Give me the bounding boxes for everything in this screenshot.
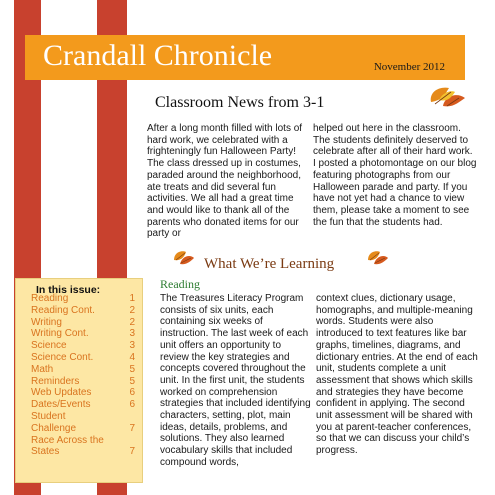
in-this-issue-sidebar [15,278,143,483]
autumn-leaves-icon [172,248,196,273]
issue-item-name: Web Updates [31,387,92,399]
issue-item-name: Science [31,340,67,352]
issue-item-name: Science Cont. [31,351,94,363]
autumn-leaves-icon [425,80,469,121]
issue-item-name: Student Challenge [31,410,77,434]
issue-item-name: Math [31,363,54,375]
classroom-news-column-2: helped out here in the classroom. The students definitely deserved to celebrate after all of their hard work. I posted a photomontage on our blog featuring photographs from our Halloween parade and party. If you have not yet had a chance to view them, please take a moment to see the fun that the students had. [313,123,477,228]
issue-list-item[interactable] [31,293,135,305]
issue-item-page: 7 [129,422,135,434]
issue-item-name: Reading Cont. [31,304,95,316]
issue-list-item[interactable] [31,387,135,399]
issue-item-page: 5 [129,375,135,387]
issue-list-item[interactable] [31,399,135,411]
issue-item-name: Reading [31,293,69,304]
issue-list-item[interactable] [31,376,135,388]
issue-item-page: 3 [129,328,135,340]
issue-list-item[interactable] [31,352,135,364]
classroom-news-heading: Classroom News from 3-1 [155,94,325,111]
classroom-news-column-1: After a long month filled with lots of hard work, we celebrated with a frighteningly fun Halloween Party! The class dressed up in costumes, paraded around the neighborhood, ate treats and did several fun activities. We all had a great time and would like to thank all of the parents who donated items for our party or [147,123,303,240]
issue-item-name: Dates/Events [31,399,91,411]
issue-item-page: 2 [129,304,135,316]
issue-list-item[interactable] [31,435,135,459]
autumn-leaves-icon [366,248,390,273]
issue-item-page: 6 [129,399,135,411]
reading-column-1: The Treasures Literacy Program consists of six units, each containing six weeks of instruction. The last week of each unit offers an opportunity to review the key strategies and concepts covered throughout the unit. In the first unit, the students worked on comprehension strategies that included identifying characters, setting, plot, main ideas, details, problems, and solutions. They also learned vocabulary skills that included compound words, [160,293,311,468]
issue-list-item[interactable] [31,328,135,340]
learning-heading: What We’re Learning [204,256,335,272]
issue-item-page: 4 [129,351,135,363]
issue-item-name: Reminders [31,375,80,387]
issue-item-page: 6 [129,387,135,399]
issue-list-item[interactable] [31,364,135,376]
newsletter-title: Crandall Chronicle [43,39,273,72]
issue-item-name: Writing Cont. [31,328,89,340]
issue-list-item[interactable] [31,340,135,352]
issue-item-page: 7 [129,446,135,458]
issue-list-item[interactable] [31,317,135,329]
issue-item-name: Race Across the States [31,434,104,458]
masthead-banner [25,35,465,80]
issue-date: November 2012 [373,61,445,73]
issue-list-item[interactable] [31,305,135,317]
reading-subheading: Reading [160,277,200,291]
in-this-issue-title: In this issue: [36,284,101,296]
issue-item-page: 5 [129,363,135,375]
issue-item-page: 3 [129,340,135,352]
issue-item-page: 2 [129,316,135,328]
issue-item-name: Writing [31,316,62,328]
issue-item-page: 1 [129,293,135,304]
reading-column-2: context clues, dictionary usage, homographs, and multiple-meaning words. Students were also introduced to text features like bar graphs, timelines, diagrams, and dictionary entries. At the end of each unit, students complete a unit assessment that shows which skills and strategies they have become confident in applying. The second unit assessment will be shared with you at parent-teacher conferences, so that we can discuss your child’s progress. [316,293,478,457]
issue-list [31,293,135,458]
issue-list-item[interactable] [31,411,135,435]
